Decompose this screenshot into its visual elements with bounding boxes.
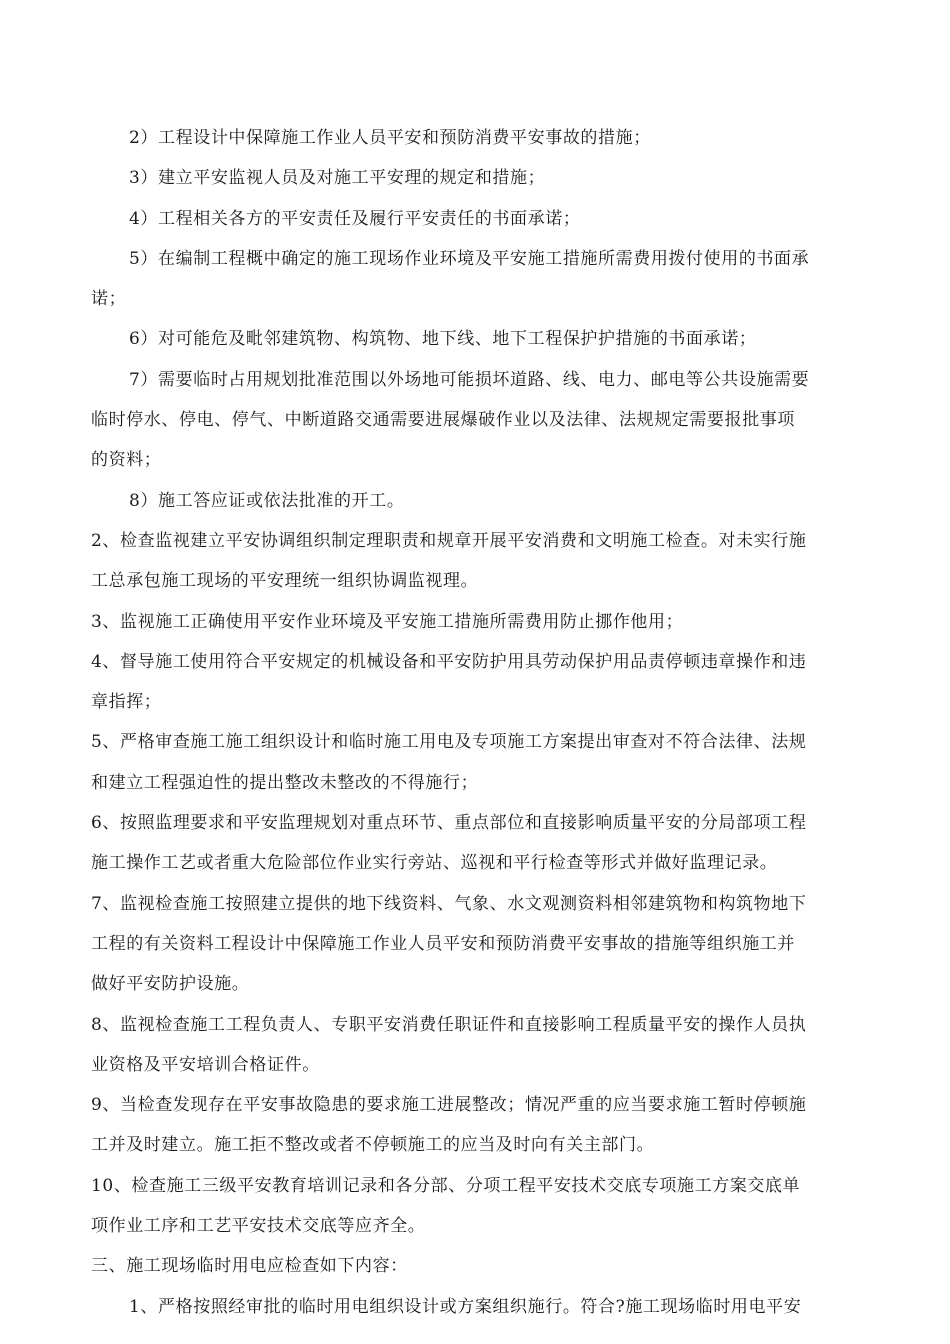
text-line: 6）对可能危及毗邻建筑物、构筑物、地下线、地下工程保护护措施的书面承诺；: [129, 329, 757, 350]
text-line: 的资料；: [91, 450, 162, 471]
list-item-8: [91, 481, 869, 521]
section-item-3: [91, 602, 869, 642]
list-item-2: [91, 118, 869, 158]
document-body: [91, 118, 869, 1327]
section-item-2: [91, 521, 869, 602]
text-line: 8、监视检查施工工程负责人、专职平安消费任职证件和直接影响工程质量平安的操作人员执: [91, 1014, 807, 1035]
sub-item-1: [91, 1287, 869, 1327]
section-item-4: [91, 642, 869, 723]
list-item-5: [91, 239, 869, 320]
text-line: 2）工程设计中保障施工作业人员平安和预防消费平安事故的措施；: [129, 128, 651, 148]
section-item-10: [91, 1166, 869, 1247]
text-line: 7）需要临时占用规划批准范围以外场地可能损坏道路、线、电力、邮电等公共设施需要: [129, 369, 810, 390]
section-item-5: [91, 722, 869, 803]
text-line: 工总承包施工现场的平安理统一组织协调监视理。: [91, 571, 479, 592]
section-heading-3: [91, 1246, 869, 1286]
text-line: 10、检查施工三级平安教育培训记录和各分部、分项工程平安技术交底专项施工方案交底单: [91, 1175, 801, 1196]
text-line: 3）建立平安监视人员及对施工平安理的规定和措施；: [129, 168, 546, 189]
text-line: 9、当检查发现存在平安事故隐患的要求施工进展整改；情况严重的应当要求施工暂时停顿施: [91, 1095, 807, 1116]
text-line: 3、监视施工正确使用平安作业环境及平安施工措施所需费用防止挪作他用；: [91, 611, 684, 632]
text-line: 5、严格审查施工施工组织设计和临时施工用电及专项施工方案提出审查对不符合法律、法规: [91, 732, 807, 753]
text-line: 8）施工答应证或依法批准的开工。: [129, 490, 405, 511]
text-line: 三、施工现场临时用电应检查如下内容：: [91, 1256, 408, 1277]
section-item-9: [91, 1085, 869, 1166]
section-item-8: [91, 1005, 869, 1086]
text-line: 章指挥；: [91, 692, 162, 713]
text-line: 6、按照监理要求和平安监理规划对重点环节、重点部位和直接影响质量平安的分局部项工程: [91, 813, 807, 834]
section-item-6: [91, 803, 869, 884]
section-item-7: [91, 884, 869, 1005]
text-line: 项作业工序和工艺平安技术交底等应齐全。: [91, 1216, 426, 1237]
text-line: 4、督导施工使用符合平安规定的机械设备和平安防护用具劳动保护用品责停顿违章操作和违: [91, 651, 807, 672]
text-line: 工程的有关资料工程设计中保障施工作业人员平安和预防消费平安事故的措施等组织施工并: [91, 933, 795, 954]
list-item-7: [91, 360, 869, 481]
text-line: 5）在编制工程概中确定的施工现场作业环境及平安施工措施所需费用拨付使用的书面承: [129, 248, 810, 269]
text-line: 临时停水、停电、停气、中断道路交通需要进展爆破作业以及法律、法规规定需要报批事项: [91, 410, 795, 431]
list-item-3: [91, 158, 869, 198]
text-line: 1、严格按照经审批的临时用电组织设计或方案组织施行。符合?施工现场临时用电平安: [129, 1296, 802, 1317]
list-item-4: [91, 199, 869, 239]
text-line: 和建立工程强迫性的提出整改未整改的不得施行；: [91, 772, 479, 793]
text-line: 诺；: [91, 289, 127, 310]
text-line: 业资格及平安培训合格证件。: [91, 1054, 320, 1075]
text-line: 做好平安防护设施。: [91, 974, 250, 995]
text-line: 2、检查监视建立平安协调组织制定理职责和规章开展平安消费和文明施工检查。对未实行施: [91, 530, 807, 551]
text-line: 4）工程相关各方的平安责任及履行平安责任的书面承诺；: [129, 208, 581, 229]
text-line: 工并及时建立。施工拒不整改或者不停顿施工的应当及时向有关主部门。: [91, 1135, 655, 1156]
text-line: 7、监视检查施工按照建立提供的地下线资料、气象、水文观测资料相邻建筑物和构筑物地下: [91, 893, 807, 914]
list-item-6: [91, 319, 869, 359]
text-line: 施工操作工艺或者重大危险部位作业实行旁站、巡视和平行检查等形式并做好监理记录。: [91, 853, 778, 874]
